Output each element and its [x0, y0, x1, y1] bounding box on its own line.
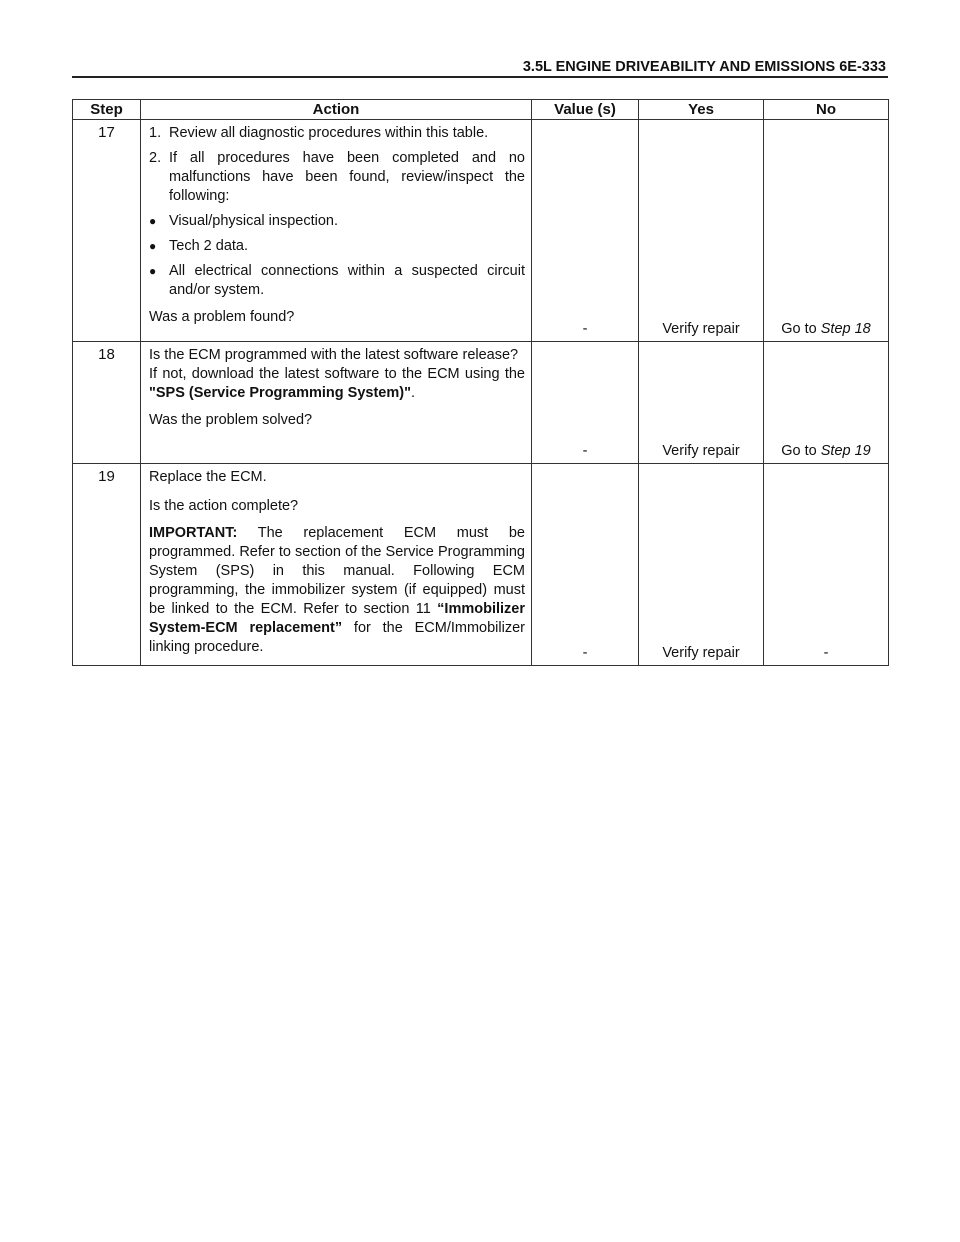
question-text: Was a problem found? [149, 309, 295, 325]
table-row-step-19 [73, 464, 889, 666]
page-header [72, 58, 888, 78]
step-number: 19 [73, 464, 141, 666]
action-cell [141, 342, 532, 464]
item-number: 2. [149, 150, 162, 166]
step-link[interactable]: Step 19 [820, 443, 871, 459]
column-header-step: Step [73, 100, 141, 120]
value-cell: - [532, 464, 639, 666]
yes-cell: Verify repair [639, 120, 764, 342]
column-header-value: Value (s) [532, 100, 639, 120]
item-number: 1. [149, 125, 162, 141]
bullet-item [149, 212, 525, 231]
bullet-text: Visual/physical inspection. [169, 213, 338, 229]
table-row-step-18 [73, 342, 889, 464]
value-cell: - [532, 342, 639, 464]
diagnostic-table [72, 99, 889, 666]
table-row-step-17 [73, 120, 889, 342]
action-text [149, 365, 525, 403]
important-note [149, 524, 525, 657]
no-cell: - [764, 464, 889, 666]
column-header-yes: Yes [639, 100, 764, 120]
item-text: Review all diagnostic procedures within this table. [169, 125, 489, 141]
yes-cell: Verify repair [639, 342, 764, 464]
bullet-icon: ● [149, 264, 157, 278]
no-prefix: Go to [781, 443, 821, 459]
numbered-item [149, 124, 525, 143]
question-text: Was the problem solved? [149, 412, 313, 428]
page-title: 3.5L ENGINE DRIVEABILITY AND EMISSIONS 6E-333 [522, 59, 886, 75]
action-text: Is the ECM programmed with the latest software release? [149, 347, 519, 363]
action-cell [141, 120, 532, 342]
important-label: IMPORTANT: [149, 525, 238, 541]
column-header-action: Action [141, 100, 532, 120]
bullet-icon: ● [149, 214, 157, 228]
numbered-item [149, 149, 525, 206]
bullet-text: Tech 2 data. [169, 238, 248, 254]
important-text: for the ECM/Immobilizer linking procedure. [149, 620, 525, 655]
item-text: If all procedures have been completed and no malfunctions have been found, review/inspect the following: [169, 150, 525, 204]
step-link[interactable]: Step 18 [820, 321, 871, 337]
action-text-part: If not, download the latest software to the ECM using the [149, 366, 525, 382]
no-cell [764, 342, 889, 464]
question-text: Is the action complete? [149, 498, 299, 514]
yes-cell: Verify repair [639, 464, 764, 666]
important-text: The replacement ECM must be programmed. Refer to section of the Service Programming System (SPS) in this manual. Following ECM programming, the immobilizer system (if equipped) must be linked to the ECM. Refer to section 11 [149, 525, 525, 617]
no-cell [764, 120, 889, 342]
bullet-text: All electrical connections within a suspected circuit and/or system. [169, 263, 525, 298]
bullet-item [149, 262, 525, 300]
bullet-icon: ● [149, 239, 157, 253]
table-header-row [73, 100, 889, 120]
step-number: 18 [73, 342, 141, 464]
column-header-no: No [764, 100, 889, 120]
immobilizer-reference: “Immobilizer System-ECM replacement” [149, 601, 525, 636]
action-cell [141, 464, 532, 666]
step-number: 17 [73, 120, 141, 342]
action-text-part: . [410, 385, 415, 401]
sps-reference: "SPS (Service Programming System)" [149, 385, 411, 401]
action-text: Replace the ECM. [149, 469, 267, 485]
value-cell: - [532, 120, 639, 342]
bullet-item [149, 237, 525, 256]
no-prefix: Go to [781, 321, 821, 337]
